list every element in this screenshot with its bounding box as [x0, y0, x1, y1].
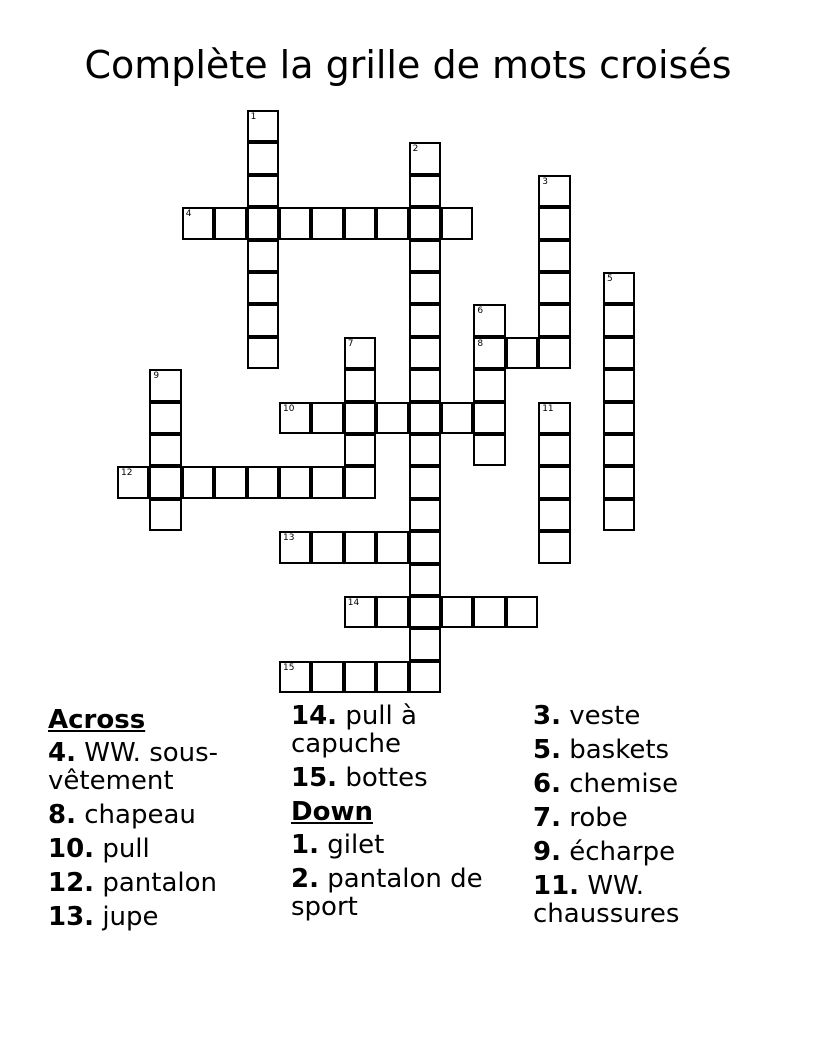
clue-number: 15. — [291, 763, 338, 793]
cell-number: 11 — [542, 403, 554, 414]
cell-number: 12 — [121, 468, 133, 479]
cell-number: 13 — [283, 533, 295, 544]
clue-down-11 — [533, 872, 773, 928]
grid-cell[interactable] — [279, 466, 311, 498]
grid-cell[interactable] — [311, 466, 343, 498]
grid-cell[interactable] — [311, 661, 343, 693]
clue-text: baskets — [569, 735, 670, 765]
grid-cell[interactable] — [603, 304, 635, 336]
clue-text: chapeau — [84, 800, 196, 830]
grid-cell[interactable] — [506, 596, 538, 628]
grid-cell[interactable] — [409, 207, 441, 239]
grid-cell[interactable] — [344, 402, 376, 434]
grid-cell[interactable] — [603, 499, 635, 531]
clue-number: 2. — [291, 864, 319, 894]
clue-number: 14. — [291, 701, 338, 731]
clue-down-3 — [533, 702, 773, 730]
grid-cell[interactable] — [538, 272, 570, 304]
grid-cell[interactable] — [409, 596, 441, 628]
grid-cell[interactable] — [441, 207, 473, 239]
clue-text: robe — [569, 803, 628, 833]
cell-number: 10 — [283, 403, 295, 414]
grid-cell[interactable] — [538, 531, 570, 563]
grid-cell[interactable] — [409, 337, 441, 369]
grid-cell[interactable] — [473, 304, 505, 336]
grid-cell[interactable] — [506, 337, 538, 369]
grid-cell[interactable] — [344, 337, 376, 369]
grid-cell[interactable] — [441, 596, 473, 628]
grid-cell[interactable] — [149, 499, 181, 531]
clue-number: 13. — [48, 902, 95, 932]
grid-cell[interactable] — [538, 466, 570, 498]
across-heading: Across — [48, 705, 146, 735]
grid-cell[interactable] — [344, 661, 376, 693]
grid-cell[interactable] — [247, 142, 279, 174]
clue-text: pantalon — [102, 868, 217, 898]
grid-cell[interactable] — [311, 207, 343, 239]
grid-cell[interactable] — [344, 369, 376, 401]
grid-cell[interactable] — [376, 402, 408, 434]
cell-number: 1 — [250, 112, 257, 122]
clue-number: 9. — [533, 837, 561, 867]
grid-cell[interactable] — [311, 402, 343, 434]
grid-cell[interactable] — [247, 337, 279, 369]
clue-number: 6. — [533, 769, 561, 799]
grid-cell[interactable] — [182, 466, 214, 498]
grid-cell[interactable] — [247, 466, 279, 498]
clue-number: 5. — [533, 735, 561, 765]
grid-cell[interactable] — [409, 142, 441, 174]
clue-number: 1. — [291, 830, 319, 860]
grid-cell[interactable] — [538, 175, 570, 207]
clue-down-9 — [533, 838, 773, 866]
grid-cell[interactable] — [603, 337, 635, 369]
grid-cell[interactable] — [409, 369, 441, 401]
clues-column-3 — [533, 702, 773, 934]
clue-text: écharpe — [569, 837, 676, 867]
grid-cell[interactable] — [441, 402, 473, 434]
grid-cell[interactable] — [279, 661, 311, 693]
grid-cell[interactable] — [344, 207, 376, 239]
clue-across-13 — [48, 903, 278, 931]
grid-cell[interactable] — [538, 304, 570, 336]
grid-cell[interactable] — [538, 240, 570, 272]
grid-cell[interactable] — [409, 499, 441, 531]
grid-cell[interactable] — [409, 628, 441, 660]
grid-cell[interactable] — [214, 207, 246, 239]
clue-across-12 — [48, 869, 278, 897]
cell-number: 3 — [542, 176, 548, 187]
clue-across-10 — [48, 835, 278, 863]
grid-cell[interactable] — [538, 207, 570, 239]
grid-cell[interactable] — [603, 402, 635, 434]
grid-cell[interactable] — [473, 434, 505, 466]
clue-number: 7. — [533, 803, 561, 833]
grid-cell[interactable] — [344, 531, 376, 563]
cell-number: 15 — [283, 662, 295, 673]
clue-down-7 — [533, 804, 773, 832]
grid-cell[interactable] — [117, 466, 149, 498]
clue-text: WW. sous-vêtement — [48, 738, 219, 796]
grid-cell[interactable] — [279, 207, 311, 239]
grid-cell[interactable] — [149, 434, 181, 466]
grid-cell[interactable] — [603, 369, 635, 401]
clue-text: WW. chaussures — [533, 871, 680, 929]
grid-cell[interactable] — [247, 110, 279, 142]
grid-cell[interactable] — [182, 207, 214, 239]
clue-down-5 — [533, 736, 773, 764]
clue-across-15 — [291, 764, 521, 792]
clue-down-6 — [533, 770, 773, 798]
grid-cell[interactable] — [376, 531, 408, 563]
grid-cell[interactable] — [344, 596, 376, 628]
cell-number: 7 — [347, 338, 354, 349]
grid-cell[interactable] — [409, 531, 441, 563]
cell-number: 5 — [607, 274, 613, 284]
clue-text: gilet — [327, 830, 385, 860]
grid-cell[interactable] — [603, 434, 635, 466]
grid-cell[interactable] — [538, 402, 570, 434]
clue-text: veste — [569, 701, 641, 731]
grid-cell[interactable] — [473, 337, 505, 369]
grid-cell[interactable] — [279, 402, 311, 434]
grid-cell[interactable] — [409, 402, 441, 434]
clue-down-2 — [291, 865, 521, 921]
clue-text: pull à capuche — [291, 701, 417, 759]
clue-number: 3. — [533, 701, 561, 731]
grid-cell[interactable] — [538, 434, 570, 466]
clues-column-2 — [291, 702, 521, 927]
grid-cell[interactable] — [149, 402, 181, 434]
clue-number: 10. — [48, 834, 95, 864]
cell-number: 8 — [477, 338, 484, 349]
grid-cell[interactable] — [247, 207, 279, 239]
clue-number: 8. — [48, 800, 76, 830]
grid-cell[interactable] — [247, 304, 279, 336]
clue-text: pantalon de sport — [291, 864, 483, 922]
clue-text: jupe — [102, 902, 159, 932]
grid-cell[interactable] — [344, 466, 376, 498]
clues-column-1 — [48, 702, 278, 937]
grid-cell[interactable] — [409, 272, 441, 304]
grid-cell[interactable] — [409, 564, 441, 596]
grid-cell[interactable] — [409, 661, 441, 693]
grid-cell[interactable] — [538, 337, 570, 369]
grid-cell[interactable] — [376, 596, 408, 628]
grid-cell[interactable] — [149, 466, 181, 498]
cell-number: 14 — [347, 598, 360, 608]
grid-cell[interactable] — [214, 466, 246, 498]
grid-cell[interactable] — [473, 596, 505, 628]
grid-cell[interactable] — [376, 207, 408, 239]
grid-cell[interactable] — [538, 499, 570, 531]
grid-cell[interactable] — [409, 466, 441, 498]
grid-cell[interactable] — [603, 466, 635, 498]
grid-cell[interactable] — [279, 531, 311, 563]
grid-cell[interactable] — [409, 175, 441, 207]
grid-cell[interactable] — [247, 272, 279, 304]
grid-cell[interactable] — [247, 175, 279, 207]
grid-cell[interactable] — [344, 434, 376, 466]
page-title: Complète la grille de mots croisés — [84, 43, 732, 87]
clue-number: 4. — [48, 738, 76, 768]
clue-across-14 — [291, 702, 521, 758]
clue-down-1 — [291, 831, 521, 859]
cell-number: 9 — [153, 371, 160, 382]
grid-cell[interactable] — [409, 304, 441, 336]
clue-number: 12. — [48, 868, 95, 898]
cell-number: 2 — [412, 144, 419, 155]
grid-cell[interactable] — [409, 240, 441, 272]
grid-cell[interactable] — [376, 661, 408, 693]
grid-cell[interactable] — [149, 369, 181, 401]
clue-text: chemise — [569, 769, 679, 799]
down-heading: Down — [291, 797, 373, 827]
clue-across-8 — [48, 801, 278, 829]
grid-cell[interactable] — [603, 272, 635, 304]
grid-cell[interactable] — [473, 369, 505, 401]
grid-cell[interactable] — [247, 240, 279, 272]
clue-number: 11. — [533, 871, 580, 901]
grid-cell[interactable] — [473, 402, 505, 434]
clue-text: bottes — [345, 763, 428, 793]
grid-cell[interactable] — [409, 434, 441, 466]
grid-cell[interactable] — [311, 531, 343, 563]
clue-text: pull — [102, 834, 150, 864]
clue-across-4 — [48, 739, 278, 795]
cell-number: 6 — [477, 306, 484, 317]
cell-number: 4 — [185, 209, 192, 220]
